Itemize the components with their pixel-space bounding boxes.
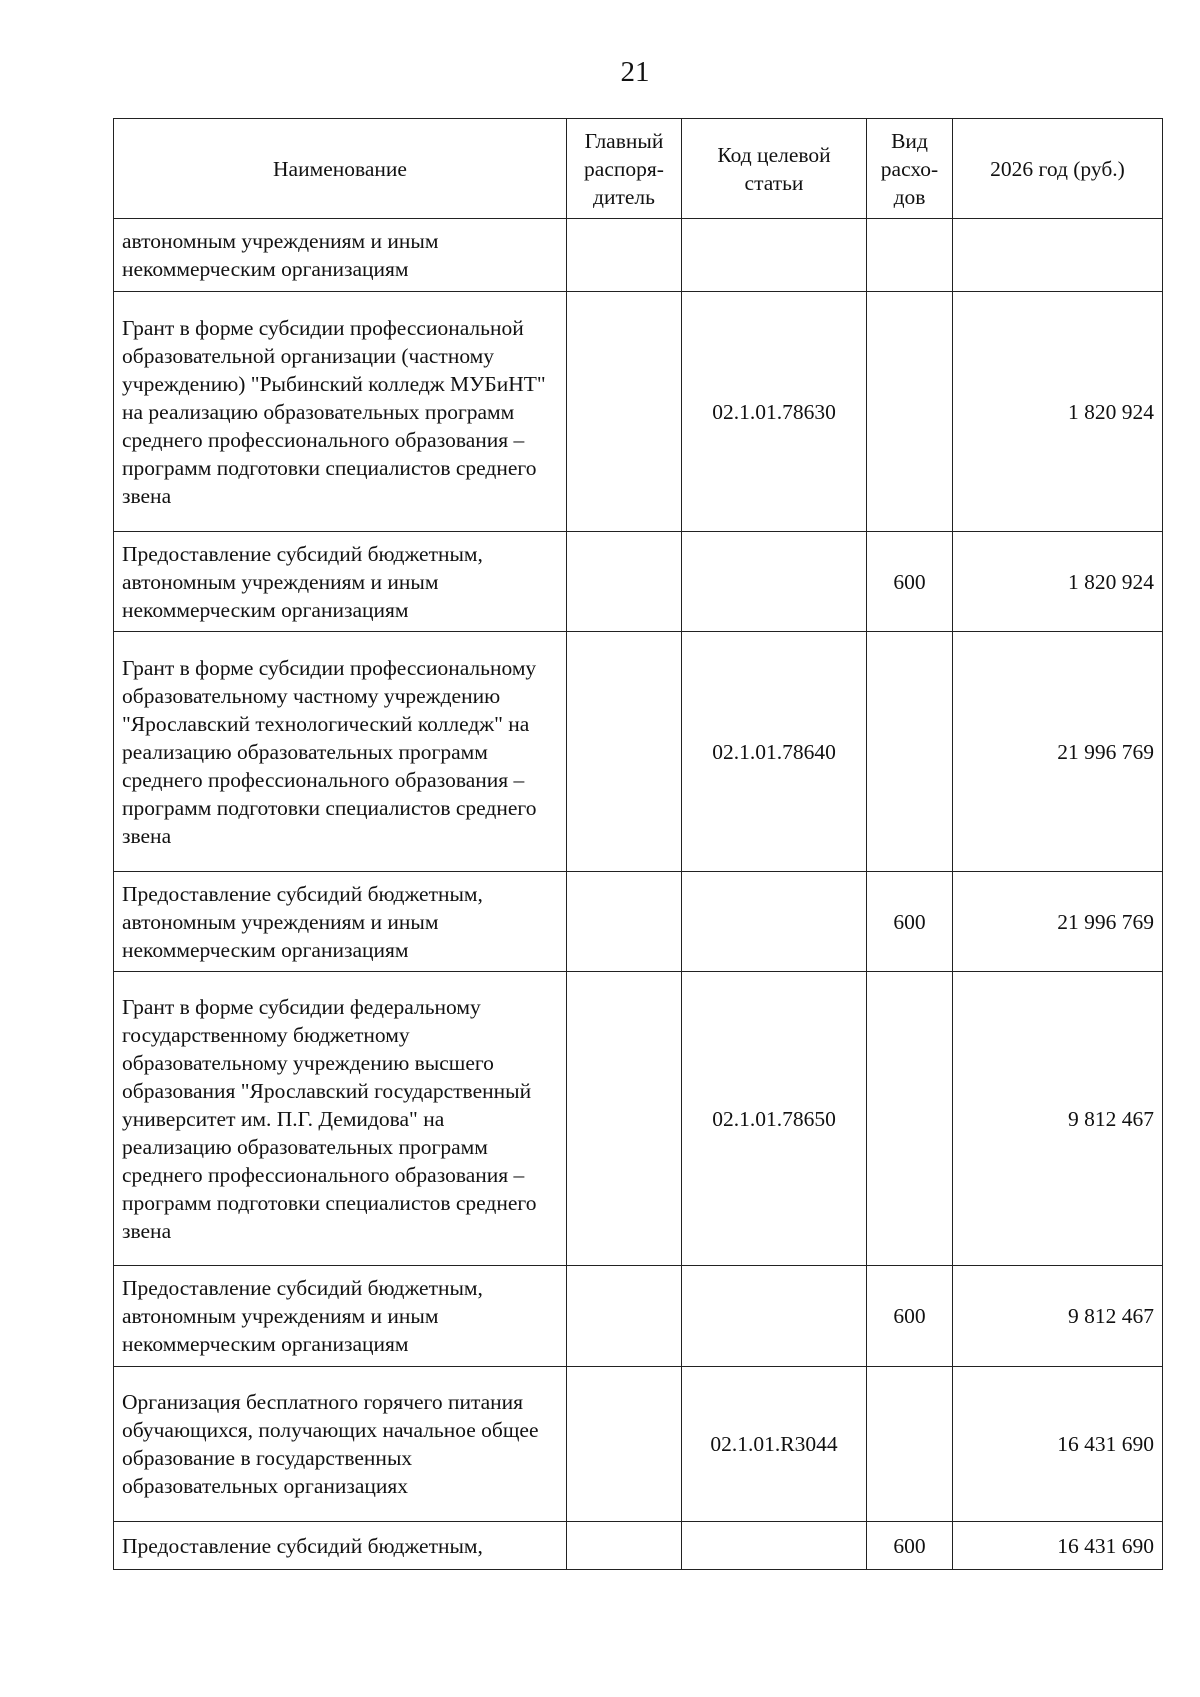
header-manager: Главный распоря-дитель xyxy=(567,119,682,219)
header-name: Наименование xyxy=(114,119,567,219)
budget-table xyxy=(113,118,1163,1570)
row-amount: 1 820 924 xyxy=(953,292,1163,532)
row-manager xyxy=(567,532,682,632)
row-vid xyxy=(867,1367,953,1522)
row-amount: 9 812 467 xyxy=(953,972,1163,1266)
row-amount: 21 996 769 xyxy=(953,872,1163,972)
row-code xyxy=(682,872,867,972)
page-number: 21 xyxy=(620,56,650,88)
row-amount: 1 820 924 xyxy=(953,532,1163,632)
header-row xyxy=(114,119,1163,219)
row-manager xyxy=(567,219,682,292)
row-name: Организация бесплатного горячего питания обучающихся, получающих начальное общее образование в государственных образовательных организациях xyxy=(114,1367,567,1522)
header-amount: 2026 год (руб.) xyxy=(953,119,1163,219)
row-code xyxy=(682,1266,867,1367)
table-row xyxy=(114,872,1163,972)
row-name: Предоставление субсидий бюджетным, xyxy=(114,1522,567,1570)
row-manager xyxy=(567,1266,682,1367)
row-amount: 21 996 769 xyxy=(953,632,1163,872)
table-row xyxy=(114,972,1163,1266)
row-name: Предоставление субсидий бюджетным, автономным учреждениям и иным некоммерческим организациям xyxy=(114,532,567,632)
row-manager xyxy=(567,872,682,972)
row-manager xyxy=(567,1522,682,1570)
row-manager xyxy=(567,1367,682,1522)
row-name: Грант в форме субсидии федеральному государственному бюджетному образовательному учреждению высшего образования "Ярославский государственный университет им. П.Г. Демидова" на реализацию образовательных программ среднего профессионального образования – программ подготовки специалистов среднего звена xyxy=(114,972,567,1266)
row-code xyxy=(682,532,867,632)
header-vid: Вид расхо-дов xyxy=(867,119,953,219)
row-name: Предоставление субсидий бюджетным, автономным учреждениям и иным некоммерческим организациям xyxy=(114,872,567,972)
row-amount xyxy=(953,219,1163,292)
table-row xyxy=(114,292,1163,532)
row-vid: 600 xyxy=(867,532,953,632)
row-code: 02.1.01.78630 xyxy=(682,292,867,532)
table-row xyxy=(114,632,1163,872)
row-name: Грант в форме субсидии профессиональному образовательному частному учреждению "Ярославский технологический колледж" на реализацию образовательных программ среднего профессионального образования – программ подготовки специалистов среднего звена xyxy=(114,632,567,872)
row-code: 02.1.01.R3044 xyxy=(682,1367,867,1522)
table-row xyxy=(114,219,1163,292)
row-vid xyxy=(867,292,953,532)
table-row xyxy=(114,532,1163,632)
row-vid: 600 xyxy=(867,872,953,972)
row-manager xyxy=(567,632,682,872)
row-name: Предоставление субсидий бюджетным, автономным учреждениям и иным некоммерческим организациям xyxy=(114,1266,567,1367)
row-amount: 16 431 690 xyxy=(953,1522,1163,1570)
row-name: Грант в форме субсидии профессиональной образовательной организации (частному учреждению) "Рыбинский колледж МУБиНТ" на реализацию образовательных программ среднего профессионального образования – программ подготовки специалистов среднего звена xyxy=(114,292,567,532)
header-code: Код целевой статьи xyxy=(682,119,867,219)
table-row xyxy=(114,1266,1163,1367)
row-vid: 600 xyxy=(867,1266,953,1367)
row-code: 02.1.01.78650 xyxy=(682,972,867,1266)
row-manager xyxy=(567,972,682,1266)
row-vid xyxy=(867,219,953,292)
row-vid xyxy=(867,632,953,872)
row-code xyxy=(682,1522,867,1570)
row-amount: 9 812 467 xyxy=(953,1266,1163,1367)
row-code: 02.1.01.78640 xyxy=(682,632,867,872)
row-name: автономным учреждениям и иным некоммерческим организациям xyxy=(114,219,567,292)
row-vid xyxy=(867,972,953,1266)
row-vid: 600 xyxy=(867,1522,953,1570)
row-manager xyxy=(567,292,682,532)
row-amount: 16 431 690 xyxy=(953,1367,1163,1522)
row-code xyxy=(682,219,867,292)
table-row xyxy=(114,1367,1163,1522)
table-row xyxy=(114,1522,1163,1570)
